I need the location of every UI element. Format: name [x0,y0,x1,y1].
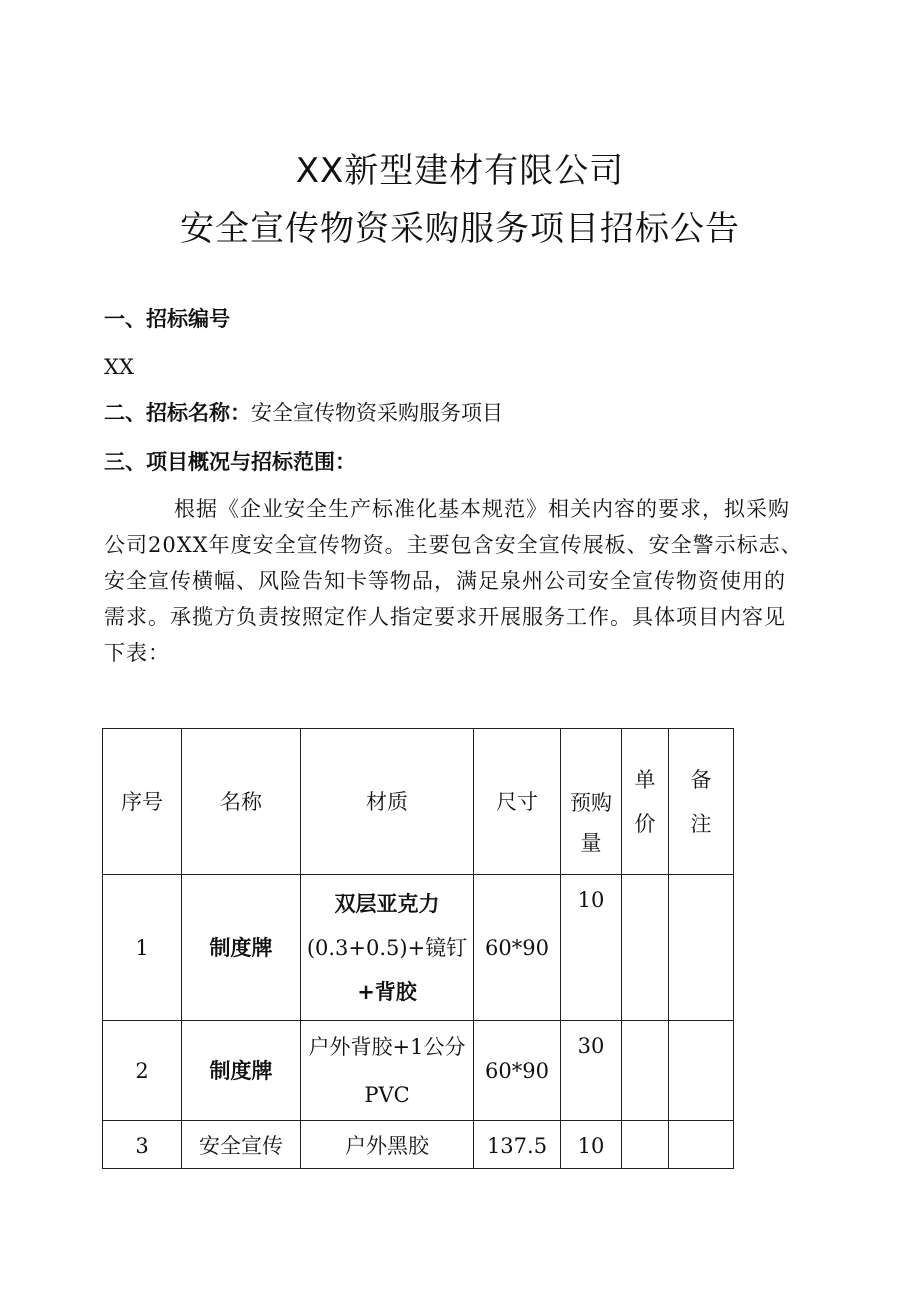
row-1-quantity: 10 [561,875,622,1021]
row-2-note [669,1021,734,1121]
table-row [103,1121,734,1169]
section-2-value: 安全宣传物资采购服务项目 [251,401,503,425]
row-1-note [669,875,734,1021]
row-1-name: 制度牌 [182,875,301,1021]
header-note-line1: 备 [690,767,712,792]
row-1-size: 60*90 [474,875,561,1021]
document-title-company: XX新型建材有限公司 [295,151,625,191]
row-1-material-line1: 双层亚克力 [334,891,440,916]
header-price-line1: 单 [634,767,656,792]
header-material: 材质 [301,729,474,875]
table-row [103,875,734,1021]
row-1-price [622,875,669,1021]
paragraph-line: 安全宣传横幅、风险告知卡等物品，满足泉州公司安全宣传物资使用的 [104,569,786,593]
row-3-quantity: 10 [561,1121,622,1169]
header-price [622,729,669,875]
row-1-material [301,875,474,1021]
header-quantity [561,729,622,875]
header-price-line2: 价 [634,811,656,836]
row-2-material [301,1021,474,1121]
table-row [103,1021,734,1121]
header-quantity-line2: 量 [580,830,602,855]
document-title-project: 安全宣传物资采购服务项目招标公告 [180,209,740,249]
row-3-size: 137.5 [474,1121,561,1169]
header-note [669,729,734,875]
row-3-material: 户外黑胶 [301,1121,474,1169]
section-1-value: XX [104,355,134,379]
row-2-price [622,1021,669,1121]
row-1-material-line3: +背胶 [357,979,417,1004]
paragraph-line: 公司20XX年度安全宣传物资。主要包含安全宣传展板、安全警示标志、 [104,533,803,557]
row-3-no: 3 [103,1121,182,1169]
row-2-quantity: 30 [561,1021,622,1121]
row-3-price [622,1121,669,1169]
paragraph-line: 根据《企业安全生产标准化基本规范》相关内容的要求，拟采购 [174,497,790,521]
row-2-no: 2 [103,1021,182,1121]
header-no: 序号 [103,729,182,875]
row-1-no: 1 [103,875,182,1021]
section-2-heading: 二、招标名称： [104,401,251,425]
header-size: 尺寸 [474,729,561,875]
row-3-name: 安全宣传 [182,1121,301,1169]
section-2 [104,398,503,428]
row-2-material-line1: 户外背胶+1公分 [308,1034,466,1059]
row-2-name: 制度牌 [182,1021,301,1121]
paragraph-line: 下表： [104,641,170,665]
row-2-material-line2: PVC [364,1082,410,1107]
row-2-size: 60*90 [474,1021,561,1121]
section-1-heading: 一、招标编号 [104,307,230,331]
row-1-material-line2: (0.3+0.5)+镜钉 [306,935,468,960]
table-header-row [103,729,734,875]
project-overview-paragraph [104,491,816,671]
paragraph-line: 需求。承揽方负责按照定作人指定要求开展服务工作。具体项目内容见 [104,605,786,629]
section-3-heading: 三、项目概况与招标范围： [104,450,356,474]
header-quantity-line1: 预购 [570,790,612,815]
row-3-note [669,1121,734,1169]
header-name: 名称 [182,729,301,875]
items-table [102,728,734,1169]
header-note-line2: 注 [690,811,712,836]
